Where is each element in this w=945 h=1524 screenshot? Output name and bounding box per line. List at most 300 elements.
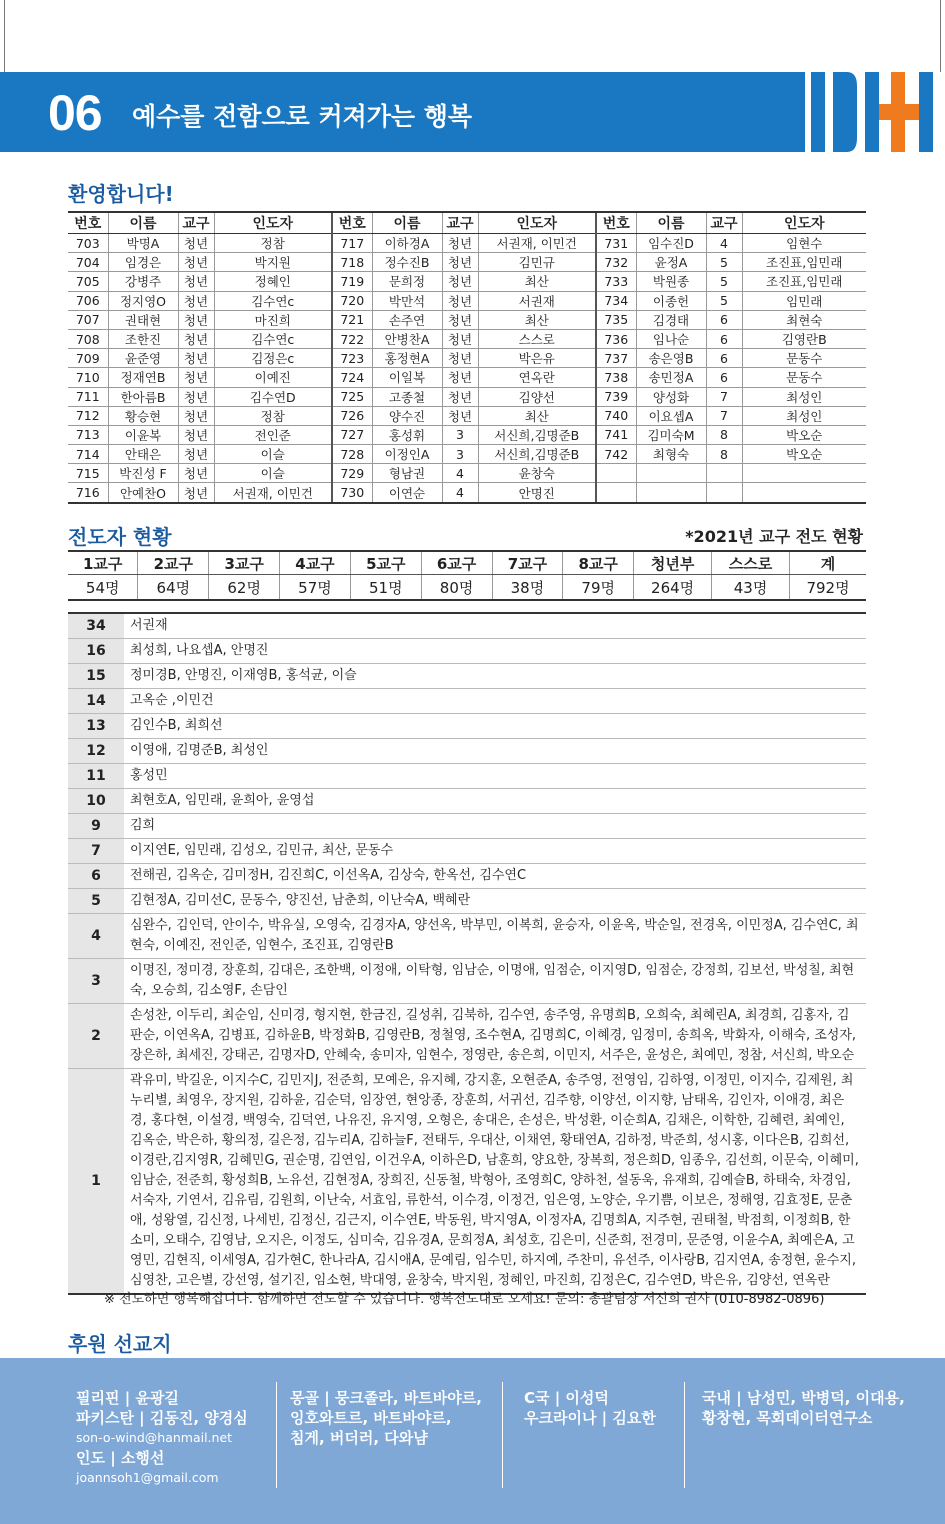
welcome-cell: 정참 — [214, 406, 332, 425]
ranking-count: 13 — [68, 714, 124, 739]
welcome-cell: 6 — [706, 368, 742, 387]
welcome-cell: 청년 — [178, 329, 214, 348]
welcome-cell: 이일복 — [372, 368, 442, 387]
missionary-philippines: 필리핀 | 윤광길 — [76, 1389, 179, 1407]
welcome-cell: 730 — [332, 483, 372, 503]
welcome-cell: 김양선 — [478, 387, 596, 406]
welcome-cell: 김수연c — [214, 329, 332, 348]
ranking-names: 김현정A, 김미선C, 문동수, 양진선, 남춘희, 이난숙A, 백혜란 — [124, 889, 866, 914]
welcome-cell: 703 — [68, 234, 108, 253]
welcome-cell: 청년 — [178, 272, 214, 291]
welcome-row — [68, 368, 866, 387]
welcome-row — [68, 406, 866, 425]
status-header-cell: 스스로 — [712, 551, 790, 575]
welcome-header-cell: 번호 — [332, 212, 372, 234]
ranking-row — [68, 1069, 866, 1295]
welcome-cell: 스스로 — [478, 329, 596, 348]
ranking-row — [68, 789, 866, 814]
welcome-cell: 김미숙M — [636, 425, 706, 444]
welcome-cell — [742, 483, 866, 503]
status-table — [68, 550, 866, 601]
welcome-cell: 최형숙 — [636, 445, 706, 464]
status-value-row — [68, 575, 866, 601]
welcome-row — [68, 387, 866, 406]
welcome-cell: 708 — [68, 329, 108, 348]
welcome-cell: 714 — [68, 445, 108, 464]
welcome-cell: 725 — [332, 387, 372, 406]
ranking-names: 최현호A, 임민래, 윤희아, 윤영섭 — [124, 789, 866, 814]
welcome-cell: 마진희 — [214, 310, 332, 329]
missionary-title: 후원 선교지 — [68, 1332, 172, 1356]
welcome-cell — [742, 464, 866, 483]
welcome-cell: 4 — [442, 483, 478, 503]
missionary-col-3 — [524, 1388, 656, 1428]
ranking-count: 16 — [68, 639, 124, 664]
welcome-cell: 청년 — [442, 349, 478, 368]
welcome-table — [68, 211, 866, 504]
ranking-names: 이명진, 정미경, 장훈희, 김대은, 조한백, 이정애, 이탁형, 임남순, 이명애, 임점순, 이지영D, 임점순, 강정희, 김보선, 박성칠, 최현숙, 오승희, 김소영F, 손담인 — [124, 959, 866, 1004]
welcome-cell: 청년 — [178, 253, 214, 272]
welcome-cell: 4 — [706, 234, 742, 253]
welcome-cell: 양성화 — [636, 387, 706, 406]
welcome-cell: 한아름B — [108, 387, 178, 406]
welcome-cell: 735 — [596, 310, 636, 329]
ranking-count: 34 — [68, 613, 124, 639]
welcome-cell: 정지영O — [108, 291, 178, 310]
welcome-cell: 청년 — [178, 387, 214, 406]
welcome-cell: 711 — [68, 387, 108, 406]
welcome-cell: 이요셉A — [636, 406, 706, 425]
welcome-cell: 이하경A — [372, 234, 442, 253]
welcome-cell: 최산 — [478, 406, 596, 425]
church-logo-icon — [805, 72, 945, 152]
welcome-header-cell: 이름 — [636, 212, 706, 234]
welcome-cell: 717 — [332, 234, 372, 253]
welcome-cell: 6 — [706, 349, 742, 368]
ranking-names: 최성희, 나요셉A, 안명진 — [124, 639, 866, 664]
welcome-cell: 이종헌 — [636, 291, 706, 310]
welcome-cell: 이정인A — [372, 445, 442, 464]
ranking-row — [68, 613, 866, 639]
welcome-cell: 청년 — [178, 483, 214, 503]
ranking-count: 11 — [68, 764, 124, 789]
welcome-row — [68, 291, 866, 310]
welcome-cell: 김영란B — [742, 329, 866, 348]
welcome-header-cell: 인도자 — [214, 212, 332, 234]
welcome-cell — [706, 464, 742, 483]
ranking-count: 6 — [68, 864, 124, 889]
ranking-row — [68, 764, 866, 789]
welcome-row — [68, 483, 866, 503]
welcome-cell: 김민규 — [478, 253, 596, 272]
welcome-cell: 738 — [596, 368, 636, 387]
ranking-count: 3 — [68, 959, 124, 1004]
welcome-header-cell: 교구 — [442, 212, 478, 234]
welcome-cell — [636, 464, 706, 483]
status-note: *2021년 교구 전도 현황 — [685, 527, 863, 546]
welcome-cell: 최현숙 — [742, 310, 866, 329]
welcome-cell: 청년 — [442, 253, 478, 272]
frame-line-left — [4, 0, 5, 72]
welcome-cell: 청년 — [178, 291, 214, 310]
welcome-cell: 최성인 — [742, 406, 866, 425]
welcome-cell: 정참 — [214, 234, 332, 253]
missionary-panel — [0, 1358, 945, 1524]
ranking-row — [68, 864, 866, 889]
welcome-cell: 727 — [332, 425, 372, 444]
welcome-cell: 김정은c — [214, 349, 332, 368]
welcome-cell: 최성인 — [742, 387, 866, 406]
missionary-mongolia-3: 침게, 버더러, 다와냠 — [290, 1429, 428, 1447]
welcome-cell: 안예찬O — [108, 483, 178, 503]
welcome-cell: 이슬 — [214, 445, 332, 464]
welcome-cell: 청년 — [178, 349, 214, 368]
welcome-cell: 청년 — [442, 329, 478, 348]
welcome-cell: 조한진 — [108, 329, 178, 348]
welcome-cell: 청년 — [178, 445, 214, 464]
welcome-cell: 안명진 — [478, 483, 596, 503]
welcome-cell: 732 — [596, 253, 636, 272]
welcome-row — [68, 349, 866, 368]
ranking-row — [68, 959, 866, 1004]
welcome-cell: 홍정현A — [372, 349, 442, 368]
welcome-cell: 705 — [68, 272, 108, 291]
welcome-cell: 712 — [68, 406, 108, 425]
welcome-cell: 726 — [332, 406, 372, 425]
missionary-email-1[interactable]: son-o-wind@hanmail.net — [76, 1430, 233, 1445]
ranking-count: 7 — [68, 839, 124, 864]
welcome-cell: 김경태 — [636, 310, 706, 329]
welcome-cell — [596, 464, 636, 483]
missionary-col-4 — [702, 1388, 905, 1428]
ranking-count: 5 — [68, 889, 124, 914]
welcome-cell: 최산 — [478, 310, 596, 329]
welcome-cell: 서신희,김명준B — [478, 425, 596, 444]
welcome-cell: 716 — [68, 483, 108, 503]
ranking-row — [68, 1004, 866, 1069]
welcome-cell: 729 — [332, 464, 372, 483]
column-divider — [276, 1382, 277, 1488]
welcome-cell: 청년 — [442, 272, 478, 291]
ranking-names: 이영애, 김명준B, 최성인 — [124, 739, 866, 764]
welcome-cell: 황승현 — [108, 406, 178, 425]
welcome-cell: 권태현 — [108, 310, 178, 329]
welcome-cell: 7 — [706, 406, 742, 425]
welcome-cell: 임수진D — [636, 234, 706, 253]
column-divider — [502, 1382, 503, 1488]
status-header-cell: 5교구 — [350, 551, 421, 575]
welcome-cell: 윤창숙 — [478, 464, 596, 483]
welcome-header-row — [68, 212, 866, 234]
status-value-cell: 62명 — [209, 575, 280, 601]
status-value-cell: 43명 — [712, 575, 790, 601]
ranking-names: 전해권, 김옥순, 김미정H, 김진희C, 이선옥A, 김상숙, 한옥선, 김수연C — [124, 864, 866, 889]
welcome-cell: 청년 — [178, 310, 214, 329]
status-value-cell: 64명 — [138, 575, 209, 601]
welcome-cell: 안태은 — [108, 445, 178, 464]
welcome-cell: 709 — [68, 349, 108, 368]
welcome-header-cell: 인도자 — [478, 212, 596, 234]
welcome-cell: 706 — [68, 291, 108, 310]
welcome-cell: 서권재, 이민건 — [214, 483, 332, 503]
welcome-cell: 724 — [332, 368, 372, 387]
welcome-cell: 조진표,임민래 — [742, 272, 866, 291]
welcome-cell: 734 — [596, 291, 636, 310]
ranking-count: 4 — [68, 914, 124, 959]
missionary-india: 인도 | 소행선 — [76, 1449, 165, 1467]
ranking-names: 정미경B, 안명진, 이재영B, 홍석균, 이슬 — [124, 664, 866, 689]
welcome-cell: 임민래 — [742, 291, 866, 310]
welcome-cell: 서권재, 이민건 — [478, 234, 596, 253]
ranking-row — [68, 689, 866, 714]
welcome-cell: 청년 — [442, 406, 478, 425]
welcome-row — [68, 329, 866, 348]
welcome-cell: 서신희,김명준B — [478, 445, 596, 464]
welcome-cell: 723 — [332, 349, 372, 368]
ranking-names: 김희 — [124, 814, 866, 839]
welcome-cell: 5 — [706, 272, 742, 291]
welcome-header-cell: 교구 — [178, 212, 214, 234]
ranking-row — [68, 914, 866, 959]
welcome-cell: 3 — [442, 445, 478, 464]
section-title: 예수를 전함으로 커져가는 행복 — [132, 102, 473, 131]
ranking-table — [68, 612, 866, 1295]
ranking-names: 곽유미, 박길운, 이지수C, 김민지J, 전준희, 모예은, 유지혜, 강지훈, 오현준A, 송주영, 전영임, 김하영, 이정민, 이지수, 김제원, 최누리별, 최영우, 장지원, 김하윤, 김순덕, 임장연, 현앙종, 장훈희, 서귀선, 김주향, 이양선, 이지향, 남태옥, 김인자, 이애경, 최은경, 홍다현, 이설경, 백영숙, 김덕연, 나유진, 유지영, 오형은, 송대은, 손성은, 박성환, 이순희A, 김채은, 이학한, 김혜련, 최예인, 김옥순, 박은하, 황의정, 길은정, 김누리A, 김하늘F, 전태두, 우대산, 이채연, 황태연A, 김하정, 박준희, 성시홍, 이다은B, 김희선, 이경란,김지영R, 김혜민G, 권순명, 김연임, 이건우A, 이하은D, 남훈희, 양요한, 장복희, 정은희D, 임종우, 김선희, 이문숙, 이혜미, 임남순, 전준희, 황성희B, 노유선, 김현정A, 장희진, 신동철, 박형아, 조영희C, 양하천, 설동욱, 유재희, 김예슬B, 하태숙, 차경임, 서숙자, 기연서, 김유림, 김원희, 이난숙, 서효임, 류한석, 이수경, 이정건, 임은영, 노양순, 우기쁨, 이보은, 정해영, 김효정E, 문춘애, 성왕열, 김신정, 나세빈, 김정신, 김근지, 이수연E, 박동원, 박지영A, 이정자A, 김명희A, 지주현, 권태철, 박점희, 이정희B, 한소미, 오태수, 김영남, 오지은, 이정도, 심미숙, 김유경A, 문희정A, 최성호, 김은미, 신준희, 전경미, 문준영, 이윤수A, 최예은A, 고영민, 김현직, 이세영A, 김가현C, 한나라A, 김시애A, 문예림, 임수민, 하지예, 주찬미, 유선주, 이사랑B, 김지연A, 송정현, 윤수지, 심영찬, 고은별, 강선영, 설기진, 임소현, 박대영, 윤창숙, 박지원, 정혜인, 마진희, 김정은C, 김수연D, 박은유, 김양선, 연옥란 — [124, 1069, 866, 1295]
welcome-row — [68, 272, 866, 291]
welcome-cell: 721 — [332, 310, 372, 329]
welcome-cell: 710 — [68, 368, 108, 387]
welcome-cell: 740 — [596, 406, 636, 425]
ranking-count: 10 — [68, 789, 124, 814]
welcome-cell: 715 — [68, 464, 108, 483]
welcome-cell: 728 — [332, 445, 372, 464]
welcome-header-cell: 번호 — [596, 212, 636, 234]
welcome-cell: 739 — [596, 387, 636, 406]
welcome-cell: 이연순 — [372, 483, 442, 503]
welcome-row — [68, 253, 866, 272]
welcome-cell: 박오순 — [742, 425, 866, 444]
status-value-cell: 57명 — [280, 575, 351, 601]
welcome-cell: 8 — [706, 425, 742, 444]
missionary-email-2[interactable]: joannsoh1@gmail.com — [76, 1470, 219, 1485]
ranking-count: 1 — [68, 1069, 124, 1295]
welcome-cell: 5 — [706, 291, 742, 310]
welcome-header-cell: 이름 — [108, 212, 178, 234]
status-header-cell: 8교구 — [563, 551, 634, 575]
welcome-cell: 김수연D — [214, 387, 332, 406]
section-banner — [0, 72, 945, 152]
welcome-cell: 문동수 — [742, 349, 866, 368]
welcome-cell: 736 — [596, 329, 636, 348]
missionary-col-1 — [76, 1388, 248, 1488]
status-value-cell: 264명 — [634, 575, 712, 601]
welcome-cell: 청년 — [178, 425, 214, 444]
ranking-row — [68, 889, 866, 914]
welcome-cell: 양수진 — [372, 406, 442, 425]
status-value-cell: 80명 — [421, 575, 492, 601]
status-value-cell: 54명 — [68, 575, 138, 601]
welcome-cell: 임나순 — [636, 329, 706, 348]
welcome-cell: 청년 — [178, 406, 214, 425]
welcome-cell: 전인준 — [214, 425, 332, 444]
missionary-mongolia-2: 잉호와트르, 바트바야르, — [290, 1409, 452, 1427]
welcome-cell: 문희정 — [372, 272, 442, 291]
ranking-row — [68, 739, 866, 764]
welcome-cell: 704 — [68, 253, 108, 272]
missionary-c-country: C국 | 이성덕 — [524, 1389, 609, 1407]
welcome-cell: 720 — [332, 291, 372, 310]
status-header-cell: 4교구 — [280, 551, 351, 575]
welcome-row — [68, 234, 866, 253]
welcome-cell: 6 — [706, 329, 742, 348]
welcome-cell: 742 — [596, 445, 636, 464]
welcome-cell: 임현수 — [742, 234, 866, 253]
ranking-row — [68, 814, 866, 839]
welcome-cell: 청년 — [442, 310, 478, 329]
welcome-cell: 박원종 — [636, 272, 706, 291]
welcome-cell: 5 — [706, 253, 742, 272]
status-value-cell: 79명 — [563, 575, 634, 601]
welcome-cell: 정재연B — [108, 368, 178, 387]
welcome-cell: 737 — [596, 349, 636, 368]
welcome-cell: 박지원 — [214, 253, 332, 272]
welcome-cell: 722 — [332, 329, 372, 348]
footnote: ※ 전도하면 행복해집니다. 함께하면 전도할 수 있습니다. 행복전도대로 오세요! 문의: 총괄팀장 서신희 권사 (010-8982-0896) — [104, 1292, 825, 1307]
welcome-cell: 7 — [706, 387, 742, 406]
status-value-cell: 792명 — [790, 575, 867, 601]
missionary-domestic: 국내 | 남성민, 박병덕, 이대용, — [702, 1389, 905, 1407]
status-header-cell: 1교구 — [68, 551, 138, 575]
welcome-cell: 741 — [596, 425, 636, 444]
status-header-cell: 6교구 — [421, 551, 492, 575]
welcome-header-cell: 교구 — [706, 212, 742, 234]
welcome-row — [68, 310, 866, 329]
welcome-cell: 731 — [596, 234, 636, 253]
welcome-cell: 박오순 — [742, 445, 866, 464]
welcome-cell: 이슬 — [214, 464, 332, 483]
ranking-count: 14 — [68, 689, 124, 714]
welcome-cell: 안병찬A — [372, 329, 442, 348]
welcome-cell — [706, 483, 742, 503]
ranking-names: 서권재 — [124, 613, 866, 639]
welcome-cell: 연옥란 — [478, 368, 596, 387]
welcome-cell: 임경은 — [108, 253, 178, 272]
missionary-pakistan: 파키스탄 | 김동진, 양경심 — [76, 1409, 248, 1427]
welcome-cell: 송은영B — [636, 349, 706, 368]
welcome-cell: 서권재 — [478, 291, 596, 310]
welcome-cell: 청년 — [178, 368, 214, 387]
column-divider — [684, 1382, 685, 1488]
ranking-row — [68, 664, 866, 689]
welcome-cell: 청년 — [442, 234, 478, 253]
ranking-count: 2 — [68, 1004, 124, 1069]
welcome-cell: 청년 — [178, 464, 214, 483]
status-header-cell: 2교구 — [138, 551, 209, 575]
welcome-cell: 송민정A — [636, 368, 706, 387]
ranking-count: 15 — [68, 664, 124, 689]
welcome-cell: 최산 — [478, 272, 596, 291]
ranking-row — [68, 639, 866, 664]
welcome-cell: 3 — [442, 425, 478, 444]
welcome-cell: 4 — [442, 464, 478, 483]
welcome-cell: 8 — [706, 445, 742, 464]
welcome-row — [68, 445, 866, 464]
ranking-names: 김인수B, 최희선 — [124, 714, 866, 739]
welcome-cell: 713 — [68, 425, 108, 444]
welcome-cell: 6 — [706, 310, 742, 329]
welcome-cell: 박진성 F — [108, 464, 178, 483]
welcome-cell: 청년 — [442, 368, 478, 387]
status-header-cell: 7교구 — [492, 551, 563, 575]
ranking-names: 손성찬, 이두리, 최순임, 신미경, 형지현, 한금진, 길성취, 김북하, 김수연, 송주영, 유명희B, 오희숙, 최혜린A, 최경희, 김홍자, 김판순, 이연옥A, 김병표, 김하윤B, 박정화B, 김영란B, 정철영, 조수현A, 김명희C, 이혜경, 임정미, 송희옥, 박화자, 이해숙, 조성자, 장은하, 최세진, 강태곤, 김명자D, 안혜숙, 송미자, 임현수, 정영란, 송은희, 이민지, 서주은, 윤성은, 최예민, 정참, 서신희, 박오순 — [124, 1004, 866, 1069]
status-title: 전도자 현황 — [68, 525, 172, 549]
status-header-cell: 계 — [790, 551, 867, 575]
welcome-header-cell: 번호 — [68, 212, 108, 234]
status-value-cell: 51명 — [350, 575, 421, 601]
missionary-mongolia: 몽골 | 뭉크졸라, 바트바야르, — [290, 1389, 482, 1407]
welcome-cell: 김수연c — [214, 291, 332, 310]
status-header-row — [68, 551, 866, 575]
welcome-cell: 박은유 — [478, 349, 596, 368]
welcome-cell: 이예진 — [214, 368, 332, 387]
welcome-cell: 고종철 — [372, 387, 442, 406]
welcome-cell — [636, 483, 706, 503]
ranking-count: 12 — [68, 739, 124, 764]
welcome-title: 환영합니다! — [68, 182, 174, 206]
missionary-col-2 — [290, 1388, 482, 1448]
ranking-row — [68, 714, 866, 739]
ranking-count: 9 — [68, 814, 124, 839]
ranking-names: 이지연E, 임민래, 김성오, 김민규, 최산, 문동수 — [124, 839, 866, 864]
welcome-row — [68, 425, 866, 444]
welcome-cell: 이윤복 — [108, 425, 178, 444]
status-header-cell: 3교구 — [209, 551, 280, 575]
welcome-cell: 강병주 — [108, 272, 178, 291]
missionary-domestic-2: 황창현, 목회데이터연구소 — [702, 1409, 873, 1427]
ranking-names: 홍성민 — [124, 764, 866, 789]
status-header-cell: 청년부 — [634, 551, 712, 575]
ranking-names: 심완수, 김인덕, 안이수, 박유실, 오영숙, 김경자A, 양선옥, 박부민, 이복희, 윤승자, 이윤옥, 박순일, 전경옥, 이민정A, 김수연C, 최현숙, 이예진, 전인준, 임현수, 조진표, 김영란B — [124, 914, 866, 959]
welcome-header-cell: 인도자 — [742, 212, 866, 234]
frame-line-right — [940, 0, 941, 72]
welcome-cell: 박만석 — [372, 291, 442, 310]
welcome-cell: 정혜인 — [214, 272, 332, 291]
welcome-cell: 정수진B — [372, 253, 442, 272]
welcome-cell: 719 — [332, 272, 372, 291]
ranking-row — [68, 839, 866, 864]
welcome-row — [68, 464, 866, 483]
welcome-cell: 733 — [596, 272, 636, 291]
welcome-cell: 홍성휘 — [372, 425, 442, 444]
welcome-cell: 윤준영 — [108, 349, 178, 368]
welcome-cell: 청년 — [178, 234, 214, 253]
welcome-cell: 문동수 — [742, 368, 866, 387]
welcome-cell: 707 — [68, 310, 108, 329]
welcome-cell: 청년 — [442, 291, 478, 310]
welcome-cell: 윤정A — [636, 253, 706, 272]
welcome-cell: 718 — [332, 253, 372, 272]
welcome-cell: 박명A — [108, 234, 178, 253]
welcome-cell — [596, 483, 636, 503]
welcome-header-cell: 이름 — [372, 212, 442, 234]
welcome-cell: 손주연 — [372, 310, 442, 329]
welcome-cell: 조진표,임민래 — [742, 253, 866, 272]
status-value-cell: 38명 — [492, 575, 563, 601]
section-number: 06 — [48, 85, 102, 141]
ranking-names: 고옥순 ,이민건 — [124, 689, 866, 714]
welcome-cell: 형남권 — [372, 464, 442, 483]
missionary-ukraine: 우크라이나 | 김요한 — [524, 1409, 656, 1427]
